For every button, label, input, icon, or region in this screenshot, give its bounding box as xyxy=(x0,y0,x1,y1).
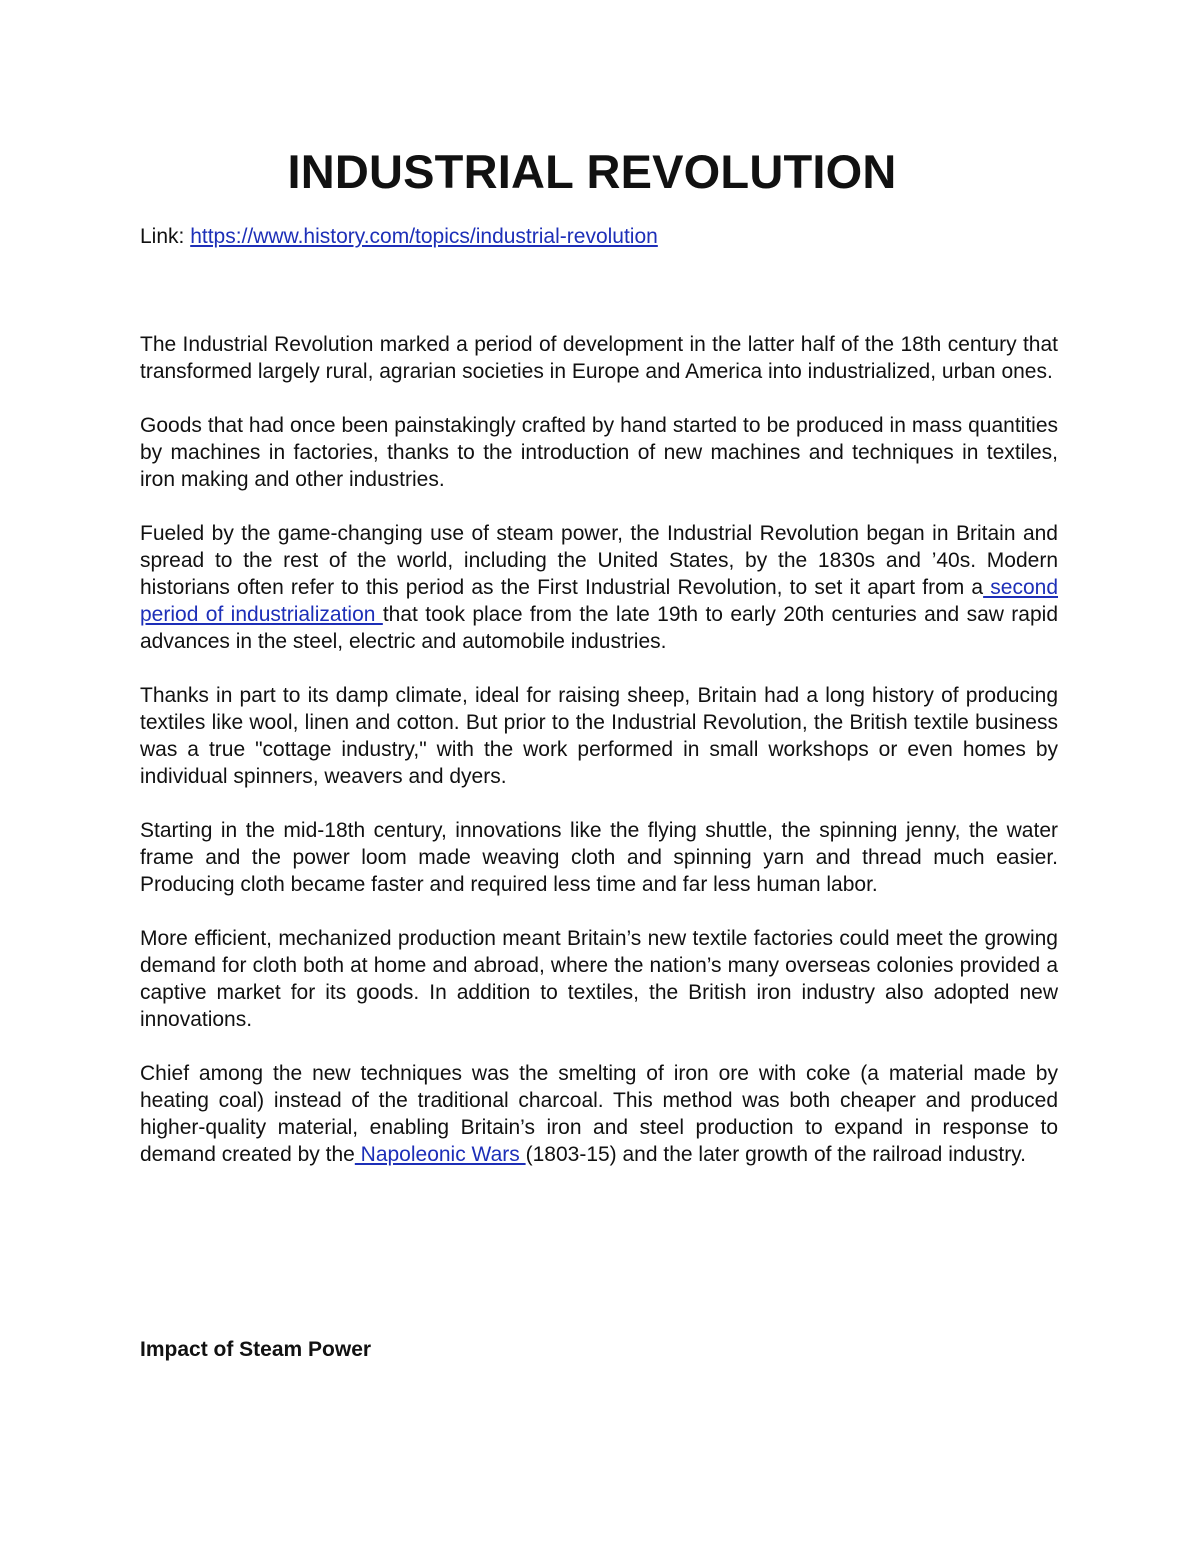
source-link[interactable]: https://www.history.com/topics/industrial-revolution xyxy=(190,225,658,248)
paragraph-efficiency: More efficient, mechanized production meant Britain’s new textile factories could meet the growing demand for cloth both at home and abroad, where the nation’s many overseas colonies provided a captive market for its goods. In addition to textiles, the British iron industry also adopted new innovations. xyxy=(140,927,1058,1031)
paragraph-text: Chief among the new techniques was the smelting of iron ore with coke (a material made by heating coal) instead of the traditional charcoal. This method was both cheaper and produced higher-quality material, enabling Britain’s iron and steel production to expand in response to demand created by the xyxy=(140,1062,1058,1166)
source-link-line xyxy=(140,222,658,252)
napoleonic-wars-link[interactable]: Napoleonic Wars xyxy=(354,1143,526,1166)
body-text xyxy=(140,331,1058,1195)
paragraph-text: (1803-15) and the later growth of the railroad industry. xyxy=(525,1143,1026,1166)
link-label: Link: xyxy=(140,225,191,248)
paragraph-innovations: Starting in the mid-18th century, innovations like the flying shuttle, the spinning jenny, the water frame and the power loom made weaving cloth and spinning yarn and thread much easier. Producing cloth became faster and required less time and far less human labor. xyxy=(140,819,1058,896)
paragraph-textiles: Thanks in part to its damp climate, ideal for raising sheep, Britain had a long history of producing textiles like wool, linen and cotton. But prior to the Industrial Revolution, the British textile business was a true "cottage industry," with the work performed in small workshops or even homes by individual spinners, weavers and dyers. xyxy=(140,684,1058,788)
paragraph-steam-power xyxy=(140,520,1058,655)
paragraph-mass-production: Goods that had once been painstakingly crafted by hand started to be produced in mass quantities by machines in factories, thanks to the introduction of new machines and techniques in textiles, iron making and other industries. xyxy=(140,414,1058,491)
paragraph-text: that took place from the late 19th to early 20th centuries and saw rapid advances in the steel, electric and automobile industries. xyxy=(140,603,1059,653)
document-title: INDUSTRIAL REVOLUTION xyxy=(287,145,897,198)
paragraph-iron xyxy=(140,1060,1058,1168)
second-industrialization-link[interactable]: second period of industrialization xyxy=(140,576,1058,626)
section-heading: Impact of Steam Power xyxy=(140,1338,372,1361)
paragraph-intro: The Industrial Revolution marked a period of development in the latter half of the 18th century that transformed largely rural, agrarian societies in Europe and America into industrialized, urban ones. xyxy=(140,333,1058,383)
paragraph-text: Fueled by the game-changing use of steam power, the Industrial Revolution began in Britain and spread to the rest of the world, including the United States, by the 1830s and ’40s. Modern historians often refer to this period as the First Industrial Revolution, to set it apart from a xyxy=(140,522,1058,599)
